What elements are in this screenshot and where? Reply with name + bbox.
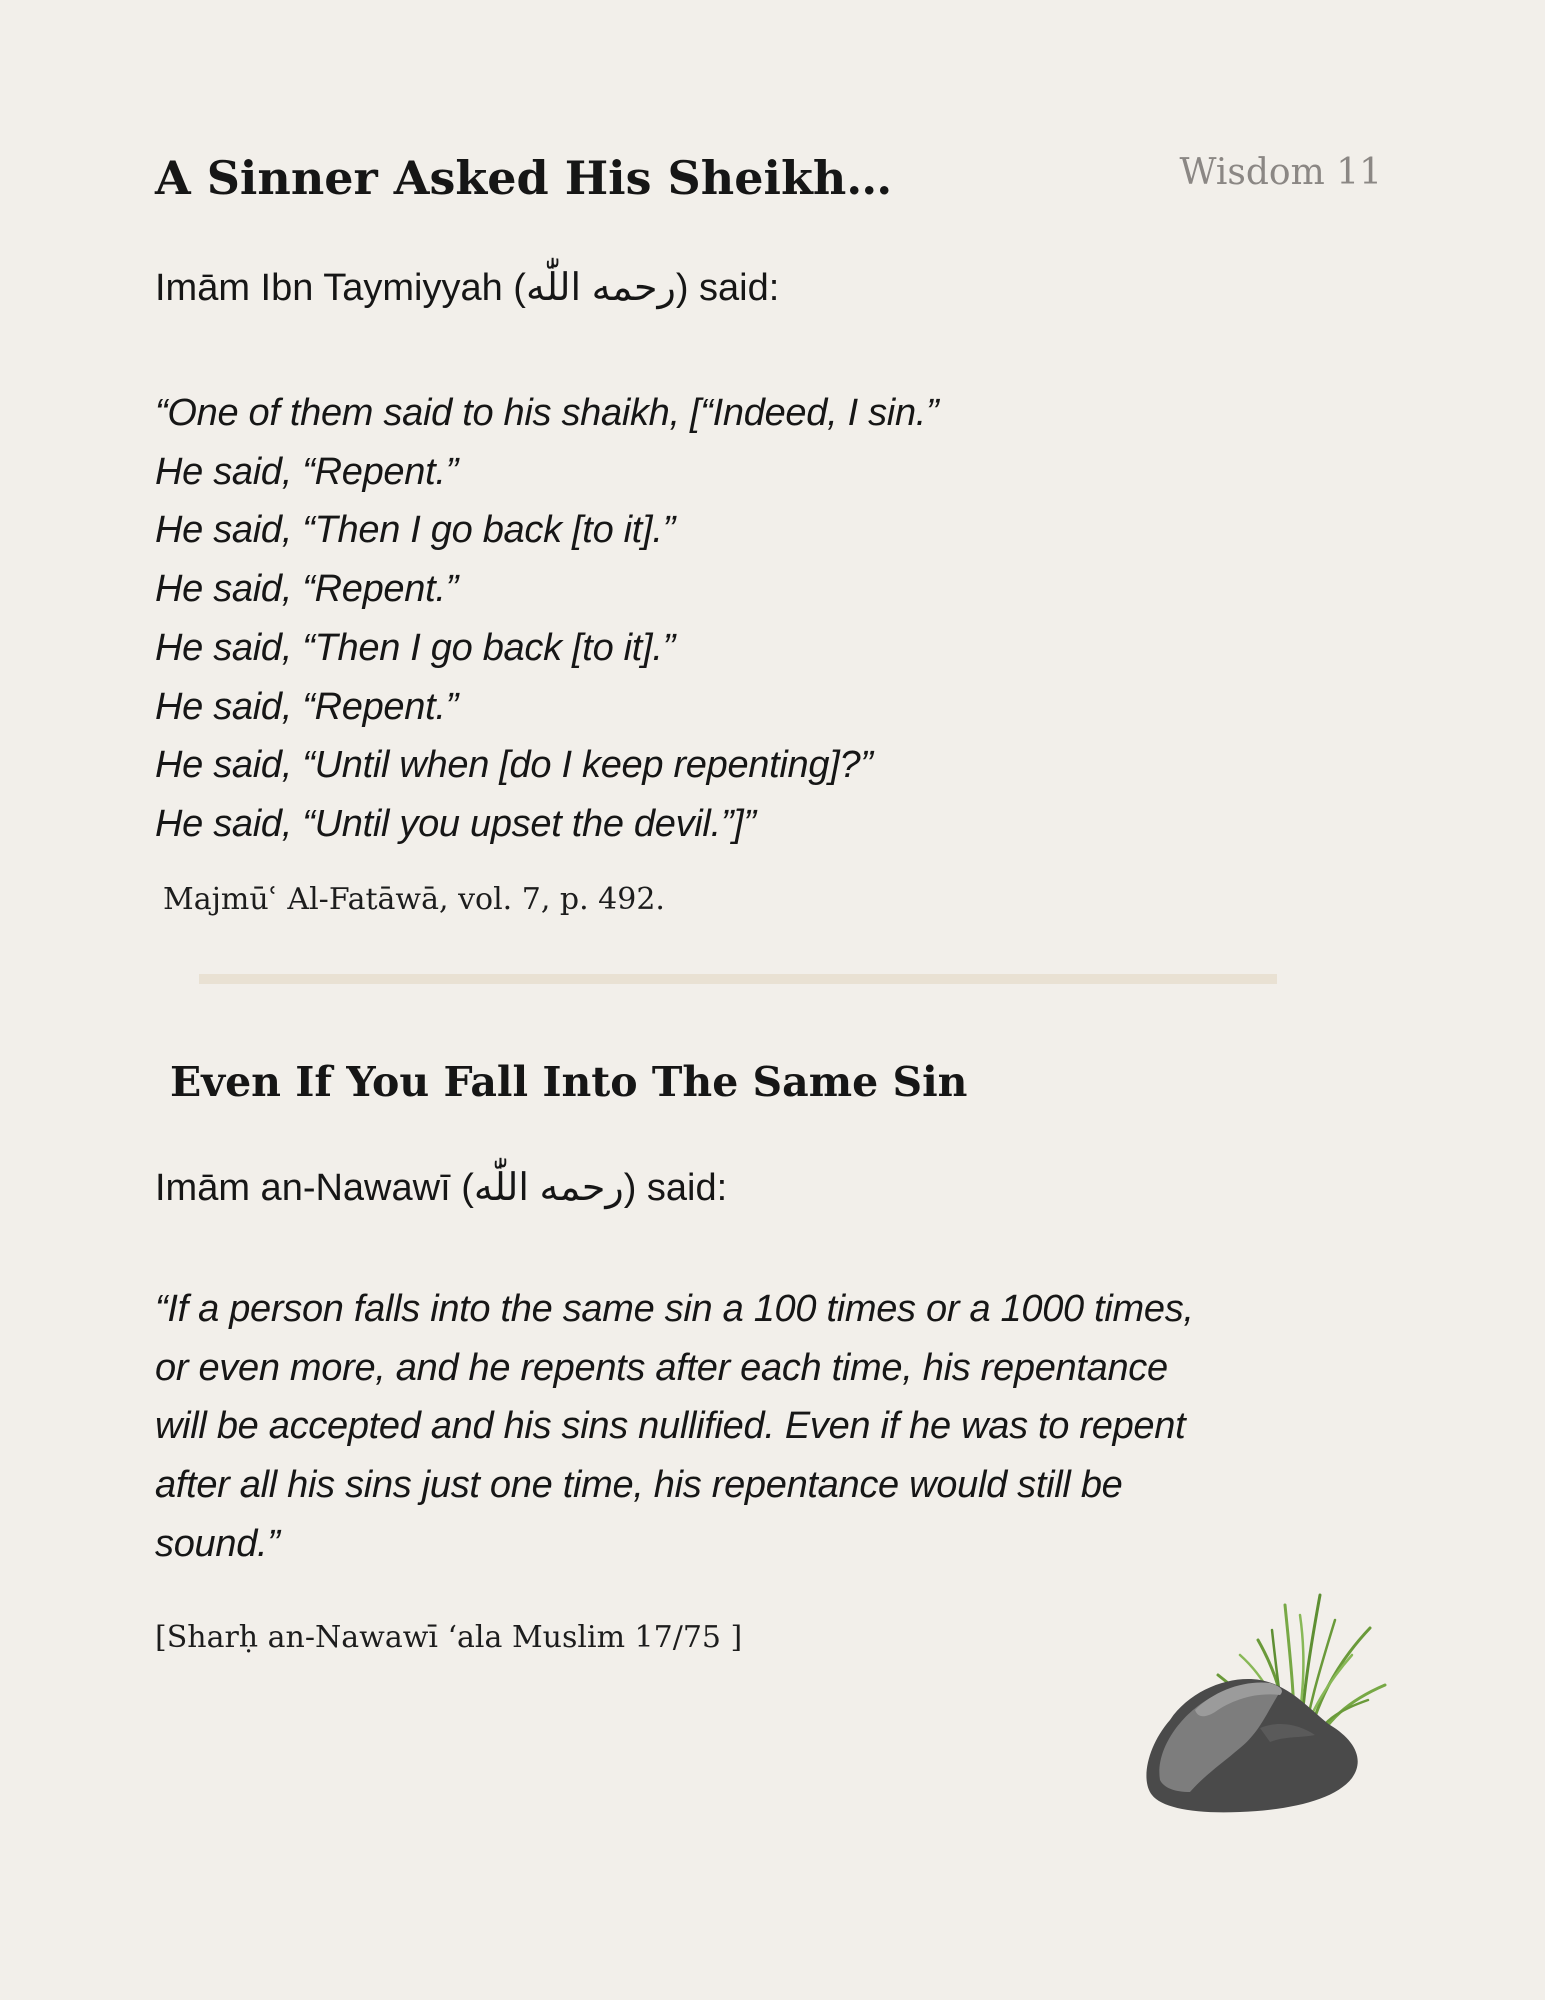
quote-line: after all his sins just one time, his repentance would still be: [155, 1464, 1123, 1507]
section-2-intro: Imām an-Nawawī (رحمه اللّٰه) said:: [155, 1167, 728, 1209]
quote-line: He said, “Repent.”: [155, 685, 458, 728]
quote-line: He said, “Then I go back [to it].”: [155, 509, 675, 552]
quote-line: or even more, and he repents after each time, his repentance: [155, 1346, 1168, 1389]
quote-line: will be accepted and his sins nullified. Even if he was to repent: [155, 1405, 1186, 1448]
quote-line: He said, “Repent.”: [155, 450, 458, 493]
quote-line: He said, “Then I go back [to it].”: [155, 626, 675, 669]
section-divider: [199, 974, 1277, 984]
quote-line: He said, “Until you upset the devil.”]”: [155, 802, 756, 845]
quote-line: He said, “Repent.”: [155, 568, 458, 611]
rock-icon: [1146, 1679, 1357, 1812]
quote-line: sound.”: [155, 1522, 280, 1565]
section-1-source: Majmūʿ Al-Fatāwā, vol. 7, p. 492.: [163, 882, 665, 917]
section-2-source: [Sharḥ an-Nawawī ‘ala Muslim 17/75 ]: [155, 1620, 743, 1655]
page-label: Wisdom 11: [1179, 152, 1382, 193]
section-1-intro: Imām Ibn Taymiyyah (رحمه اللّٰه) said:: [155, 267, 780, 309]
section-1-quote: [155, 384, 938, 854]
section-1-title: A Sinner Asked His Sheikh…: [155, 151, 893, 205]
rock-with-grass-illustration: [1140, 1560, 1390, 1820]
section-2-title: Even If You Fall Into The Same Sin: [170, 1058, 968, 1106]
quote-line: “One of them said to his shaikh, [“Indeed, I sin.”: [155, 392, 939, 434]
section-2-quote: [155, 1280, 1235, 1574]
quote-line: “If a person falls into the same sin a 100 times or a 1000 times,: [155, 1288, 1194, 1330]
quote-line: He said, “Until when [do I keep repenting]?”: [155, 744, 873, 787]
